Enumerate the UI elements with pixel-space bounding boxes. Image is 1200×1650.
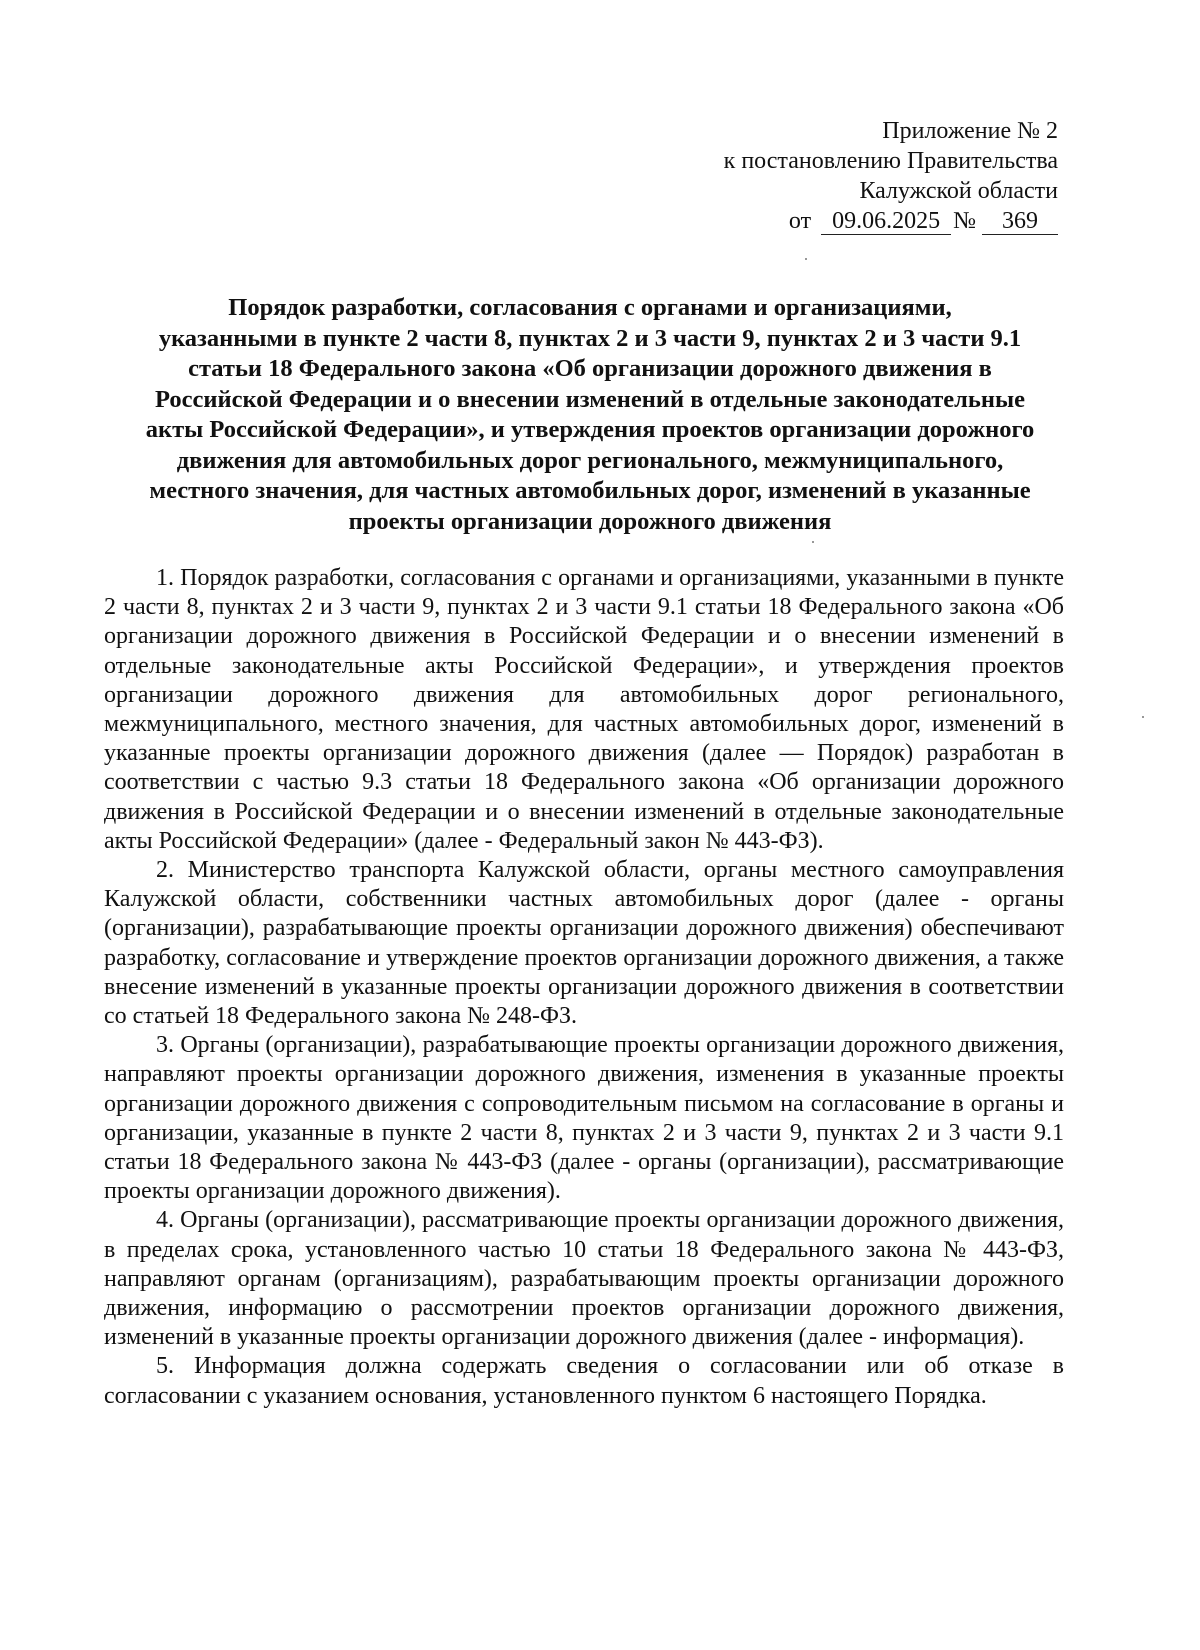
- paragraph-3: 3. Органы (организации), разрабатывающие проекты организации дорожного движения, направляют проекты организации дорожного движения, изменения в указанные проекты организации дорожного движения с сопроводительным письмом на согласование в органы и организации, указанные в пункте 2 части 8, пунктах 2 и 3 части 9, пунктах 2 и 3 части 9.1 статьи 18 Федерального закона № 443-ФЗ (далее - органы (организации), рассматривающие проекты организации дорожного движения).: [104, 1032, 1064, 1205]
- decree-date-number: [724, 206, 1058, 236]
- decree-number: 369: [982, 208, 1058, 235]
- scan-speck: [812, 541, 814, 543]
- title-line: местного значения, для частных автомобильных дорог, изменений в указанные: [149, 477, 1031, 504]
- document-title: [120, 293, 1060, 537]
- document-body: [104, 564, 1064, 1411]
- region-name: Калужской области: [859, 178, 1058, 204]
- title-line: указанными в пункте 2 части 8, пунктах 2 и 3 части 9, пунктах 2 и 3 части 9.1: [158, 324, 1022, 352]
- title-line: проекты организации дорожного движения: [348, 507, 832, 535]
- appendix-label: Приложение № 2: [882, 118, 1058, 144]
- paragraph-4: 4. Органы (организации), рассматривающие проекты организации дорожного движения, в пределах срока, установленного частью 10 статьи 18 Федерального закона № 443-ФЗ, направляют органам (организациям), разрабатывающим проекты организации дорожного движения, информацию о рассмотрении проектов организации дорожного движения, изменений в указанные проекты организации дорожного движения (далее - информация).: [104, 1207, 1064, 1351]
- appendix-header: [724, 116, 1058, 236]
- number-label: №: [953, 208, 976, 234]
- paragraph-5: 5. Информация должна содержать сведения о согласовании или об отказе в согласовании с указанием основания, установленного пунктом 6 настоящего Порядка.: [104, 1353, 1064, 1409]
- title-line: статьи 18 Федерального закона «Об организации дорожного движения в: [188, 355, 992, 382]
- decree-reference: к постановлению Правительства: [723, 148, 1058, 174]
- from-label: от: [788, 208, 812, 234]
- title-line: движения для автомобильных дорог регионального, межмуниципального,: [176, 446, 1004, 474]
- scan-speck: [805, 258, 807, 260]
- title-line: акты Российской Федерации», и утверждения проектов организации дорожного: [145, 416, 1035, 443]
- paragraph-2: 2. Министерство транспорта Калужской области, органы местного самоуправления Калужской области, собственники частных автомобильных дорог (далее - органы (организации), разрабатывающие проекты организации дорожного движения) обеспечивают разработку, согласование и утверждение проектов организации дорожного движения, а также внесение изменений в указанные проекты организации дорожного движения в соответствии со статьей 18 Федерального закона № 248-ФЗ.: [104, 857, 1064, 1030]
- title-line: Российской Федерации и о внесении изменений в отдельные законодательные: [154, 385, 1025, 413]
- title-line: Порядок разработки, согласования с органами и организациями,: [228, 294, 952, 321]
- paragraph-1: 1. Порядок разработки, согласования с органами и организациями, указанными в пункте 2 части 8, пунктах 2 и 3 части 9, пунктах 2 и 3 части 9.1 статьи 18 Федерального закона «Об организации дорожного движения в Российской Федерации и о внесении изменений в отдельные законодательные акты Российской Федерации», и утверждения проектов организации дорожного движения для автомобильных дорог регионального, межмуниципального, местного значения, для частных автомобильных дорог, изменений в указанные проекты организации дорожного движения (далее — Порядок) разработан в соответствии с частью 9.3 статьи 18 Федерального закона «Об организации дорожного движения в Российской Федерации и о внесении изменений в отдельные законодательные акты Российской Федерации» (далее - Федеральный закон № 443-ФЗ).: [104, 565, 1064, 854]
- decree-date: 09.06.2025: [821, 208, 951, 235]
- scan-speck: [1142, 716, 1144, 718]
